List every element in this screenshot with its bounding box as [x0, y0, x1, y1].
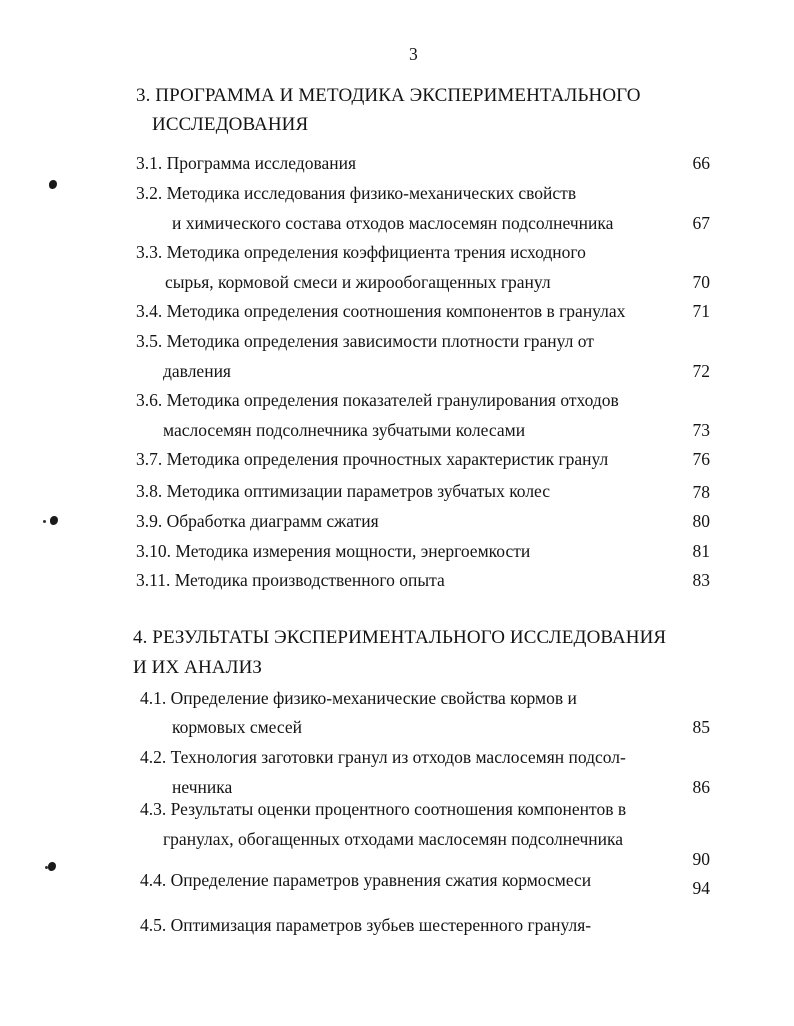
- page-number: 3: [409, 44, 418, 64]
- toc-page-3-3: 70: [692, 272, 710, 292]
- toc-entry-3-10: 3.10. Методика измерения мощности, энергоемкости: [136, 541, 531, 561]
- toc-entry-3-4: 3.4. Методика определения соотношения компонентов в гранулах: [136, 301, 626, 321]
- section-4-title-cont: И ИХ АНАЛИЗ: [133, 657, 263, 678]
- toc-page-3-6: 73: [692, 420, 710, 440]
- scan-speck: [43, 520, 46, 523]
- toc-page-3-5: 72: [692, 361, 710, 381]
- toc-entry-4-4: 4.4. Определение параметров уравнения сжатия кормосмеси: [140, 870, 592, 890]
- toc-entry-3-2: 3.2. Методика исследования физико-механических свойств: [136, 183, 577, 203]
- toc-entry-3-5-cont: давления: [163, 361, 231, 381]
- toc-entry-4-3-cont: гранулах, обогащенных отходами маслосемян подсолнечника: [163, 829, 624, 849]
- toc-page-3-4: 71: [692, 301, 710, 321]
- toc-entry-3-6-cont: маслосемян подсолнечника зубчатыми колесами: [163, 420, 526, 440]
- toc-page-3-1: 66: [692, 153, 710, 173]
- toc-entry-3-3: 3.3. Методика определения коэффициента трения исходного: [136, 242, 586, 262]
- toc-page-4-2: 86: [692, 777, 710, 797]
- toc-page-3-11: 83: [692, 570, 710, 590]
- toc-entry-3-5: 3.5. Методика определения зависимости плотности гранул от: [136, 331, 594, 351]
- scan-speck: [48, 862, 56, 871]
- toc-page-3-10: 81: [692, 541, 710, 561]
- toc-entry-3-8: 3.8. Методика оптимизации параметров зубчатых колес: [136, 481, 551, 501]
- toc-entry-3-3-cont: сырья, кормовой смеси и жирообогащенных гранул: [165, 272, 551, 292]
- toc-entry-3-11: 3.11. Методика производственного опыта: [136, 570, 445, 590]
- toc-page-3-9: 80: [692, 511, 710, 531]
- section-3-title-cont: ИССЛЕДОВАНИЯ: [152, 114, 309, 135]
- toc-entry-4-1-cont: кормовых смесей: [172, 717, 302, 737]
- toc-page-3-8: 78: [692, 482, 710, 502]
- scan-speck: [50, 516, 58, 525]
- toc-entry-4-1: 4.1. Определение физико-механические свойства кормов и: [140, 688, 577, 708]
- section-3-title: 3. ПРОГРАММА И МЕТОДИКА ЭКСПЕРИМЕНТАЛЬНОГО: [136, 85, 641, 106]
- toc-page-4-4: 94: [692, 878, 710, 898]
- toc-entry-4-2-cont: нечника: [172, 777, 233, 797]
- scan-speck: [49, 180, 57, 189]
- toc-entry-3-9: 3.9. Обработка диаграмм сжатия: [136, 511, 379, 531]
- toc-page-4-3: 90: [692, 849, 710, 869]
- toc-entry-4-2: 4.2. Технология заготовки гранул из отходов маслосемян подсол-: [140, 747, 626, 767]
- toc-entry-4-3: 4.3. Результаты оценки процентного соотношения компонентов в: [140, 799, 627, 819]
- toc-page-3-7: 76: [692, 449, 710, 469]
- toc-entry-3-2-cont: и химического состава отходов маслосемян подсолнечника: [172, 213, 614, 233]
- section-4-title: 4. РЕЗУЛЬТАТЫ ЭКСПЕРИМЕНТАЛЬНОГО ИССЛЕДОВАНИЯ: [133, 627, 667, 648]
- toc-entry-3-6: 3.6. Методика определения показателей гранулирования отходов: [136, 390, 619, 410]
- toc-page-4-1: 85: [692, 717, 710, 737]
- toc-entry-4-5: 4.5. Оптимизация параметров зубьев шестеренного грануля-: [140, 915, 592, 935]
- toc-entry-3-7: 3.7. Методика определения прочностных характеристик гранул: [136, 449, 609, 469]
- toc-entry-3-1: 3.1. Программа исследования: [136, 153, 357, 173]
- toc-page-3-2: 67: [692, 213, 710, 233]
- scan-speck: [45, 866, 48, 869]
